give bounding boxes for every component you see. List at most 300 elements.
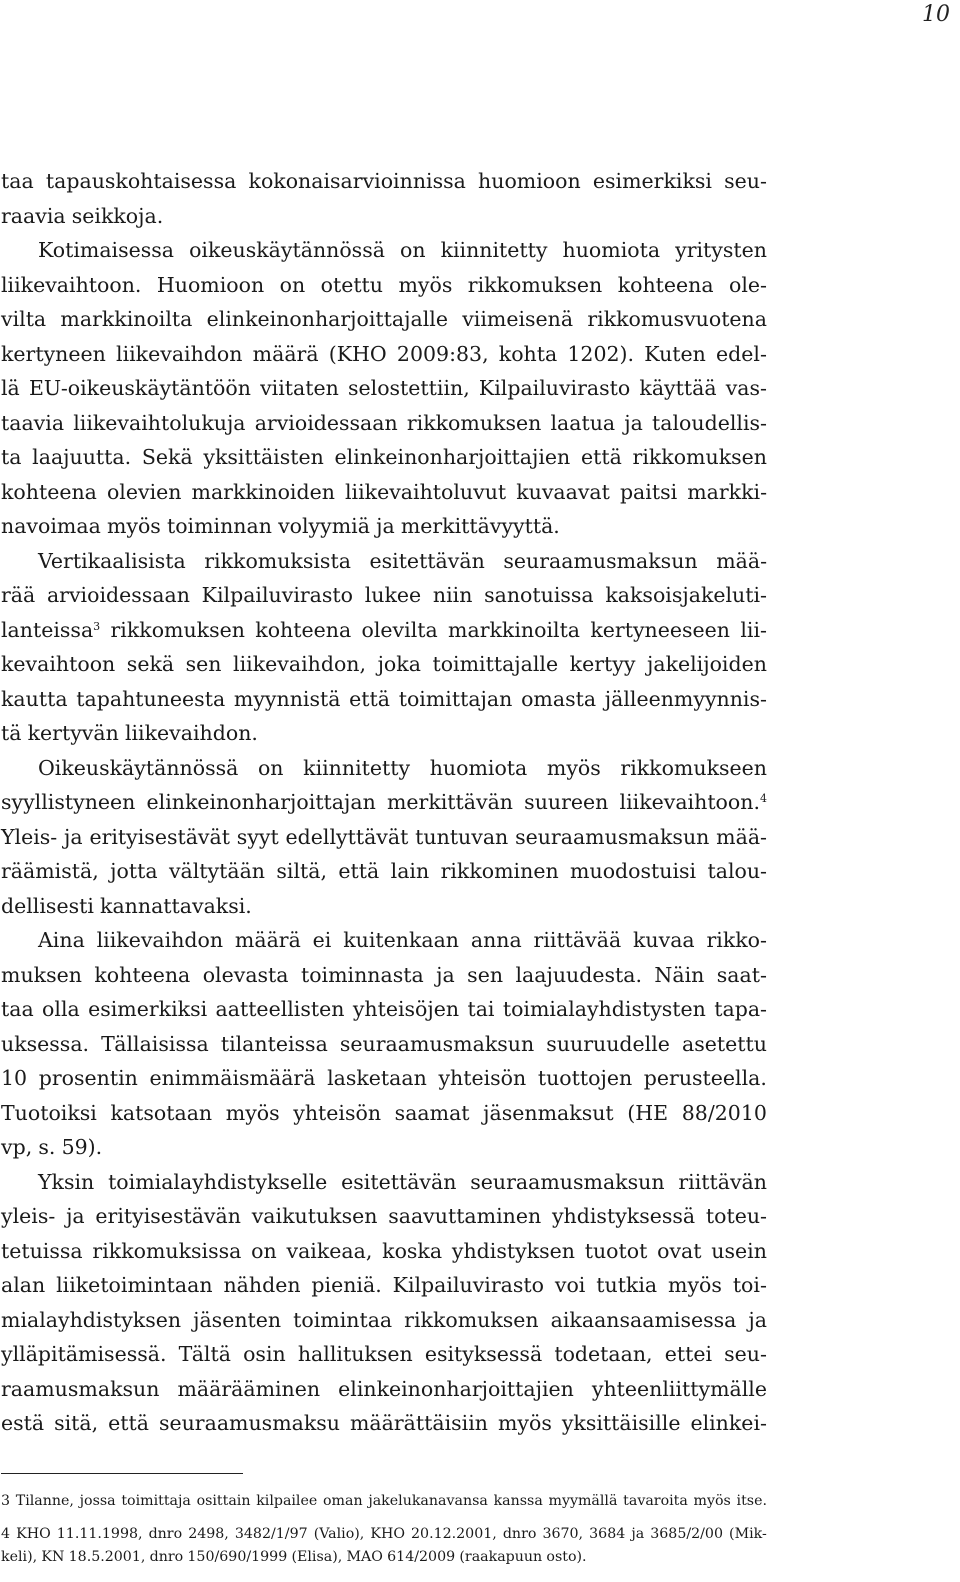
word: keli), xyxy=(1,1549,38,1565)
word: Kilpailuvirasto xyxy=(201,583,354,607)
text-line xyxy=(1,1372,767,1407)
word: vaikutuksen xyxy=(251,1204,378,1228)
word: KN xyxy=(41,1549,65,1565)
word: Tällaisissa xyxy=(101,1031,209,1056)
word: markki- xyxy=(687,479,767,504)
word: mää- xyxy=(716,824,767,849)
text-line xyxy=(1,716,767,751)
footnote-line xyxy=(1,1490,767,1513)
word: seu- xyxy=(724,169,767,193)
word: myös xyxy=(497,1411,552,1435)
word: (Elisa), xyxy=(291,1549,343,1565)
word: erityisestävät xyxy=(89,824,230,849)
word: myös xyxy=(225,1100,280,1125)
word: rikkomuksissa xyxy=(92,1238,242,1263)
word: mialayhdistyksen xyxy=(1,1307,182,1332)
text-line xyxy=(1,1268,767,1303)
word: jakelijoiden xyxy=(646,652,767,676)
text-line xyxy=(1,820,767,855)
word: Tuotoiksi xyxy=(1,1100,97,1125)
word: sitä, xyxy=(54,1411,99,1435)
word: kiinnitetty xyxy=(440,238,548,262)
word: liikevaihdon xyxy=(116,341,243,366)
word: vas- xyxy=(725,376,767,400)
word: myös xyxy=(668,1273,722,1297)
word: toteu- xyxy=(705,1204,767,1228)
text-line xyxy=(1,889,767,924)
word: yhdistyksen xyxy=(451,1238,575,1263)
word: Tilanne, xyxy=(15,1493,74,1509)
word: olevien xyxy=(106,479,182,504)
word: lii- xyxy=(740,617,767,642)
word: liikevaihtolukuja xyxy=(73,410,246,435)
word: rikko- xyxy=(706,928,767,952)
word: EU-oikeuskäytäntöön xyxy=(28,376,251,400)
word: seuraamusmaksu xyxy=(158,1411,341,1435)
word: määrä xyxy=(234,928,301,952)
word: seuraamusmaksun xyxy=(470,1169,665,1194)
word: kiinnitetty xyxy=(303,755,411,780)
word: tilanteissa xyxy=(220,1031,328,1056)
word: myös xyxy=(546,755,601,780)
word: MAO xyxy=(346,1549,383,1565)
word: sen xyxy=(467,962,504,987)
word: seikkoja. xyxy=(71,203,164,228)
word: seuraamusmaksun xyxy=(503,548,698,573)
word: on xyxy=(257,755,284,780)
word: yhteisön xyxy=(293,1100,382,1125)
word: arvioidessaan xyxy=(46,583,190,607)
word: tavaroita xyxy=(623,1493,688,1509)
word: navoimaa xyxy=(1,514,101,538)
word: saavuttaminen xyxy=(388,1204,542,1228)
word: (KHO xyxy=(328,341,387,366)
word: uksessa. xyxy=(1,1031,90,1056)
page-number: 10 xyxy=(922,2,950,27)
word: selostettiin, xyxy=(347,376,470,400)
word: tuotot xyxy=(584,1238,648,1263)
word: 4 xyxy=(1,1526,11,1542)
word: Kilpailuvirasto xyxy=(478,376,631,400)
word: kertyvän xyxy=(27,721,119,745)
text-line xyxy=(1,785,767,820)
text-line xyxy=(1,1199,767,1234)
word: tapa- xyxy=(714,997,767,1021)
word: dnro xyxy=(502,1526,537,1542)
word: katsotaan xyxy=(110,1100,213,1125)
text-line xyxy=(1,1234,767,1269)
word: Huomioon xyxy=(156,272,265,297)
word: esimerkiksi xyxy=(592,169,712,193)
word: 3685/2/00 xyxy=(650,1526,723,1542)
text-line xyxy=(1,854,767,889)
word: seuraamusmaksun xyxy=(515,824,710,849)
word: kannattavaksi. xyxy=(100,893,252,918)
word: osto). xyxy=(546,1549,587,1565)
word: muodostuisi xyxy=(570,859,697,883)
word: kuvaavat xyxy=(516,479,610,504)
word: yhteisön xyxy=(438,1066,527,1090)
word: laajuudesta. xyxy=(515,962,642,987)
text-line xyxy=(1,1061,767,1096)
word: laajuutta. xyxy=(32,445,132,469)
word: (HE xyxy=(627,1100,669,1125)
word: liikevaihdon xyxy=(96,928,224,952)
word: tapahtuneesta xyxy=(76,686,226,711)
word: koska xyxy=(382,1238,443,1263)
word: kaksoisjakeluti- xyxy=(605,583,767,607)
word: käyttää xyxy=(639,376,717,400)
word: pieniä. xyxy=(311,1273,382,1297)
word: volyymiä xyxy=(278,514,370,538)
word: enimmäismäärä xyxy=(149,1066,316,1090)
word: talou- xyxy=(707,859,767,883)
word: dnro xyxy=(148,1526,183,1542)
word: liikevaihtoon.$^4$ xyxy=(619,790,767,814)
word: liikevaihdon, xyxy=(233,652,367,676)
word: lukee xyxy=(364,583,422,607)
word: Vertikaalisista xyxy=(38,548,186,573)
word: toimittaja xyxy=(121,1493,191,1509)
word: syyt xyxy=(236,824,279,849)
word: tä xyxy=(1,721,22,745)
word: (Mik- xyxy=(729,1526,767,1542)
word: saat- xyxy=(716,962,767,987)
text-line xyxy=(1,1406,767,1441)
word: itse. xyxy=(736,1493,767,1509)
word: on xyxy=(251,1238,277,1263)
word: usein xyxy=(711,1238,767,1263)
text-line xyxy=(1,992,767,1027)
word: toimintaa xyxy=(293,1307,393,1332)
word: seu- xyxy=(724,1342,767,1366)
word: toi- xyxy=(732,1273,767,1297)
word: kuvaa xyxy=(633,928,695,952)
word: taa xyxy=(1,997,34,1021)
word: osittain xyxy=(196,1493,251,1509)
word: laatua xyxy=(550,410,616,435)
body-text xyxy=(1,164,767,1441)
word: esityksessä xyxy=(424,1342,543,1366)
word: 1202). xyxy=(567,341,635,366)
word: markkinoiden xyxy=(191,479,335,504)
word: KHO xyxy=(16,1526,51,1542)
word: erityisestävän xyxy=(95,1204,241,1228)
word: dellisesti xyxy=(1,893,94,918)
word: 18.5.2001, xyxy=(68,1549,146,1565)
word: että xyxy=(580,445,622,469)
word: 3684 xyxy=(589,1526,626,1542)
word: taavia xyxy=(1,410,65,435)
word: määrättäisiin xyxy=(349,1411,488,1435)
word: elinkeinonharjoittajalle xyxy=(206,307,448,331)
word: anna xyxy=(470,928,522,952)
word: 10 xyxy=(1,1066,28,1090)
word: aatteellisten xyxy=(215,997,345,1021)
word: yksittäisten xyxy=(203,445,324,469)
word: markkinoilta xyxy=(448,617,581,642)
word: rää xyxy=(1,583,36,607)
word: riittävää xyxy=(533,928,622,952)
word: määrääminen xyxy=(177,1376,321,1401)
word: asetettu xyxy=(682,1031,767,1056)
word: ja xyxy=(436,962,455,987)
word: arvioidessaan xyxy=(254,410,398,435)
word: rikkomuksen xyxy=(632,445,767,469)
word: 88/2010 xyxy=(681,1100,767,1125)
word: kokonaisarvioinnissa xyxy=(248,169,466,193)
word: Yksin xyxy=(38,1169,95,1194)
word: lanteissa$^3$ xyxy=(1,617,101,642)
footnote-marker: 4 xyxy=(759,792,767,805)
word: jäsenten xyxy=(193,1307,282,1332)
word: esitettävän xyxy=(341,1169,457,1194)
word: voi xyxy=(554,1273,586,1297)
word: omasta xyxy=(521,686,597,711)
word: myynnistä xyxy=(233,686,341,711)
word: myös xyxy=(398,272,453,297)
word: elinkei- xyxy=(690,1411,767,1435)
word: prosentin xyxy=(38,1066,138,1090)
word: 2498, xyxy=(188,1526,229,1542)
word: osin xyxy=(243,1342,286,1366)
word: jälleenmyynnis- xyxy=(604,686,767,711)
word: kohteena xyxy=(1,479,97,504)
word: ole- xyxy=(729,272,767,297)
word: sen xyxy=(185,652,222,676)
word: ja xyxy=(748,1307,767,1332)
word: olevasta xyxy=(202,962,289,987)
word: riittävän xyxy=(678,1169,767,1194)
word: tetuissa xyxy=(1,1238,83,1263)
text-line xyxy=(1,268,767,303)
word: 11.11.1998, xyxy=(56,1526,143,1542)
text-line xyxy=(1,406,767,441)
word: tuottojen xyxy=(537,1066,633,1090)
word: suureen xyxy=(524,790,609,814)
text-line xyxy=(1,337,767,372)
word: oikeuskäytännössä xyxy=(189,238,385,262)
footnote-marker: 3 xyxy=(93,619,101,633)
text-line xyxy=(1,958,767,993)
word: tai xyxy=(467,997,495,1021)
word: toimialayhdistysten xyxy=(502,997,706,1021)
word: liikevaihtoluvut xyxy=(344,479,507,504)
word: ja xyxy=(631,1526,645,1542)
word: esitettävän xyxy=(369,548,485,573)
text-line xyxy=(1,509,767,544)
word: 3670, xyxy=(542,1526,584,1542)
word: myös xyxy=(693,1493,731,1509)
text-line xyxy=(1,164,767,199)
word: mää- xyxy=(716,548,767,573)
word: joka xyxy=(377,652,421,676)
word: yleis- xyxy=(1,1204,56,1228)
word: alan xyxy=(1,1273,46,1297)
text-line xyxy=(1,233,767,268)
word: otettu xyxy=(320,272,384,297)
text-line xyxy=(1,613,767,648)
word: KHO xyxy=(370,1526,405,1542)
word: yritysten xyxy=(675,238,767,262)
word: jakelukanavansa xyxy=(368,1493,488,1509)
word: 20.12.2001, xyxy=(411,1526,497,1542)
footnote-line xyxy=(1,1523,767,1546)
word: yhteenliittymälle xyxy=(591,1376,767,1401)
word: perusteella. xyxy=(643,1066,767,1090)
word: liikevaihtoon. xyxy=(1,272,142,297)
word: taloudellis- xyxy=(652,410,767,435)
word: merkittävyyttä. xyxy=(400,514,560,538)
word: sanotuissa xyxy=(484,583,594,607)
word: on xyxy=(399,238,426,262)
word: rikkomukseen xyxy=(620,755,767,780)
word: kohteena xyxy=(255,617,352,642)
word: huomiota xyxy=(562,238,661,262)
text-line xyxy=(1,1096,767,1131)
word: Kilpailuvirasto xyxy=(392,1273,544,1297)
word: markkinoilta xyxy=(60,307,193,331)
word: Sekä xyxy=(141,445,193,469)
word: suuruudelle xyxy=(546,1031,670,1056)
text-line xyxy=(1,751,767,786)
word: saamat xyxy=(394,1100,470,1125)
word: hallituksen xyxy=(297,1342,413,1366)
word: merkittävän xyxy=(386,790,514,814)
text-line xyxy=(1,1303,767,1338)
word: lä xyxy=(1,376,20,400)
word: raamusmaksun xyxy=(1,1376,160,1401)
text-line xyxy=(1,371,767,406)
word: kevaihtoon xyxy=(1,652,116,676)
word: seuraamusmaksun xyxy=(339,1031,535,1056)
word: olla xyxy=(42,997,80,1021)
word: kohta xyxy=(498,341,558,366)
word: 2009:83, xyxy=(396,341,489,366)
word: ei xyxy=(312,928,332,952)
text-line xyxy=(1,578,767,613)
word: ja xyxy=(624,410,643,435)
word: s. xyxy=(38,1135,56,1159)
word: jotta xyxy=(110,859,158,883)
word: jossa xyxy=(79,1493,116,1509)
word: taa xyxy=(1,169,34,193)
word: toimittajalle xyxy=(432,652,559,676)
word: 3482/1/97 xyxy=(234,1526,308,1542)
word: myös xyxy=(106,514,161,538)
word: esimerkiksi xyxy=(88,997,208,1021)
word: kertyy xyxy=(569,652,636,676)
word: paitsi xyxy=(619,479,678,504)
word: ta xyxy=(1,445,22,469)
word: ylläpitämisessä. xyxy=(1,1342,167,1366)
word: ettei xyxy=(664,1342,713,1366)
text-line xyxy=(1,1337,767,1372)
word: rikkomuksen xyxy=(406,410,542,435)
word: kilpailee xyxy=(256,1493,318,1509)
word: todetaan, xyxy=(554,1342,653,1366)
word: edellyttävät xyxy=(285,824,409,849)
word: edel- xyxy=(716,341,767,366)
word: yhteisöjen xyxy=(352,997,460,1021)
word: tuntuvan xyxy=(415,824,509,849)
word: jäsenmaksut xyxy=(483,1100,614,1125)
word: dnro xyxy=(149,1549,184,1565)
text-line xyxy=(1,199,767,234)
word: Kuten xyxy=(644,341,706,366)
word: (raakapuun xyxy=(459,1549,543,1565)
word: viitaten xyxy=(260,376,339,400)
word: kohteena xyxy=(617,272,714,297)
text-line xyxy=(1,544,767,579)
word: elinkeinonharjoittajan xyxy=(146,790,376,814)
word: Kotimaisessa xyxy=(38,238,175,262)
word: että xyxy=(349,686,390,711)
word: muksen xyxy=(1,962,82,987)
word: toiminnasta xyxy=(300,962,424,987)
word: toiminnan xyxy=(166,514,272,538)
text-line xyxy=(1,647,767,682)
word: 59). xyxy=(61,1135,103,1159)
text-line xyxy=(1,440,767,475)
word: huomioon xyxy=(478,169,581,193)
word: rikkomusvuotena xyxy=(587,307,767,331)
word: ja xyxy=(64,824,83,849)
word: lain xyxy=(390,859,430,883)
word: olevilta xyxy=(361,617,438,642)
word: ja xyxy=(376,514,395,538)
word: kertyneeseen xyxy=(590,617,730,642)
word: on xyxy=(279,272,306,297)
text-line xyxy=(1,475,767,510)
word: vältytään xyxy=(168,859,266,883)
word: kautta xyxy=(1,686,68,711)
word: lasketaan xyxy=(327,1066,427,1090)
word: huomiota xyxy=(429,755,528,780)
word: myymällä xyxy=(548,1493,618,1509)
word: siltä, xyxy=(276,859,328,883)
word: Aina xyxy=(38,928,85,952)
word: viimeisenä xyxy=(462,307,574,331)
text-line xyxy=(1,923,767,958)
word: raavia xyxy=(1,203,66,228)
word: kanssa xyxy=(493,1493,543,1509)
word: syyllistyneen xyxy=(1,790,136,814)
word: yksittäisille xyxy=(561,1411,681,1435)
word: niin xyxy=(432,583,473,607)
text-line xyxy=(1,682,767,717)
word: rikkomuksen xyxy=(110,617,245,642)
word: liiketoimintaan xyxy=(56,1273,213,1297)
word: elinkeinonharjoittajien xyxy=(334,445,571,469)
word: rikkomuksen xyxy=(404,1307,539,1332)
word: vp, xyxy=(1,1135,33,1159)
word: ja xyxy=(66,1204,85,1228)
footnotes xyxy=(1,1490,767,1569)
word: tapauskohtaisessa xyxy=(45,169,237,193)
word: kohteena xyxy=(94,962,191,987)
word: oman xyxy=(323,1493,363,1509)
word: vilta xyxy=(1,307,47,331)
word: liikevaihdon. xyxy=(124,721,258,745)
text-line xyxy=(1,302,767,337)
word: elinkeinonharjoittajien xyxy=(338,1376,574,1401)
word: ovat xyxy=(657,1238,702,1263)
word: nähden xyxy=(223,1273,301,1297)
word: yhdistyksessä xyxy=(551,1204,696,1228)
text-line xyxy=(1,1130,767,1165)
word: toimittajan xyxy=(398,686,513,711)
